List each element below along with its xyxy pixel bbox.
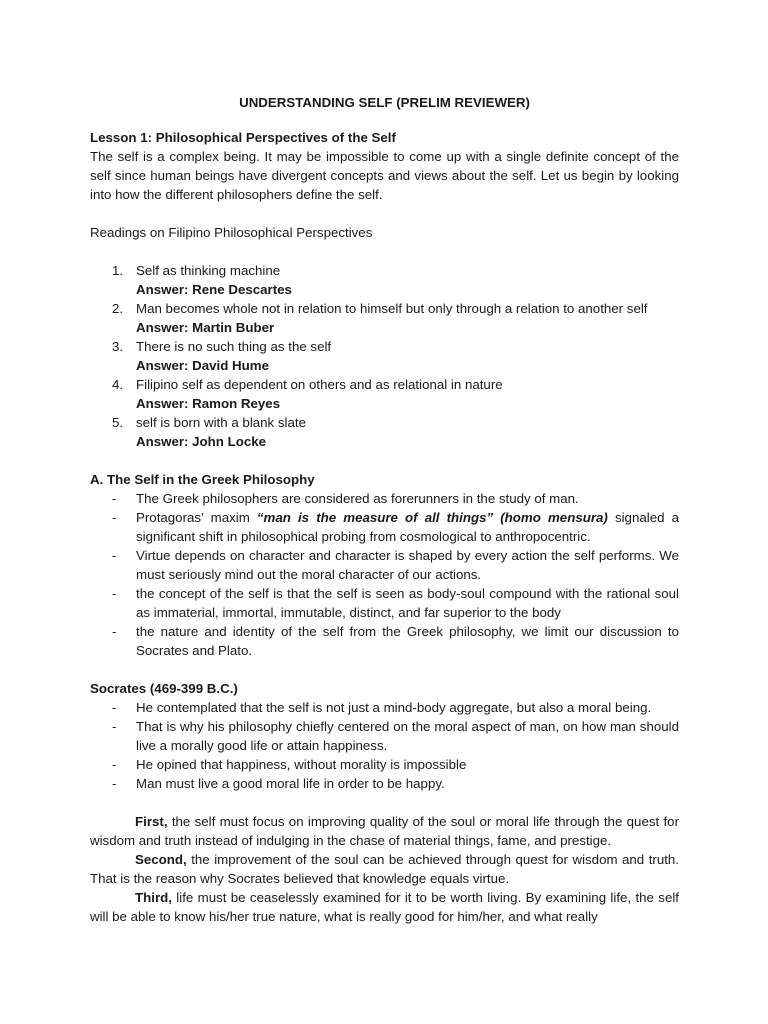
list-item: - The Greek philosophers are considered as forerunners in the study of man. xyxy=(90,489,679,508)
list-item: 1. Self as thinking machine Answer: Rene Descartes xyxy=(90,261,679,299)
page-title: UNDERSTANDING SELF (PRELIM REVIEWER) xyxy=(239,95,530,110)
list-item: - the concept of the self is that the self is seen as body-soul compound with the rational soul as immaterial, immortal, immutable, distinct, and far superior to the body xyxy=(90,584,679,622)
protagoras-maxim: “man is the measure of all things” (homo mensura) xyxy=(256,510,608,525)
answer: Answer: Martin Buber xyxy=(136,320,275,335)
paragraph-first: First, the self must focus on improving quality of the soul or moral life through the quest for wisdom and truth instead of indulging in the chase of material things, fame, and prestige. xyxy=(90,814,679,848)
answer: Answer: John Locke xyxy=(136,434,267,449)
lesson-intro: The self is a complex being. It may be impossible to come up with a single definite concept of the self since human beings have divergent concepts and views about the self. Let us begin by looking into how the different philosophers define the self. xyxy=(90,149,679,202)
list-item: - Virtue depends on character and character is shaped by every action the self performs. We must seriously mind out the moral character of our actions. xyxy=(90,546,679,584)
list-item: 3. There is no such thing as the self Answer: David Hume xyxy=(90,337,679,375)
greek-heading: A. The Self in the Greek Philosophy xyxy=(90,472,315,487)
list-item: 4. Filipino self as dependent on others and as relational in nature Answer: Ramon Reyes xyxy=(90,375,679,413)
answer: Answer: Ramon Reyes xyxy=(136,396,281,411)
list-item: - He opined that happiness, without morality is impossible xyxy=(90,755,679,774)
list-item: - He contemplated that the self is not just a mind-body aggregate, but also a moral being. xyxy=(90,698,679,717)
list-item: - That is why his philosophy chiefly centered on the moral aspect of man, on how man should live a morally good life or attain happiness. xyxy=(90,717,679,755)
greek-list xyxy=(90,489,679,660)
paragraph-second: Second, the improvement of the soul can be achieved through quest for wisdom and truth. That is the reason why Socrates believed that knowledge equals virtue. xyxy=(90,852,679,886)
answer: Answer: David Hume xyxy=(136,358,270,373)
answer: Answer: Rene Descartes xyxy=(136,282,292,297)
list-item: 2. Man becomes whole not in relation to himself but only through a relation to another self Answer: Martin Buber xyxy=(90,299,679,337)
list-item: - the nature and identity of the self from the Greek philosophy, we limit our discussion to Socrates and Plato. xyxy=(90,622,679,660)
philosopher-list xyxy=(90,261,679,451)
socrates-list xyxy=(90,698,679,793)
paragraph-third: Third, life must be ceaselessly examined for it to be worth living. By examining life, the self will be able to know his/her true nature, what is really good for him/her, and what really xyxy=(90,890,679,924)
readings-label: Readings on Filipino Philosophical Perspectives xyxy=(90,225,373,240)
socrates-heading: Socrates (469-399 B.C.) xyxy=(90,681,238,696)
lesson-heading: Lesson 1: Philosophical Perspectives of the Self xyxy=(90,130,396,145)
list-item: 5. self is born with a blank slate Answer: John Locke xyxy=(90,413,679,451)
list-item: - Protagoras’ maxim “man is the measure of all things” (homo mensura) signaled a significant shift in philosophical probing from cosmological to anthropocentric. xyxy=(90,508,679,546)
list-item: - Man must live a good moral life in order to be happy. xyxy=(90,774,679,793)
